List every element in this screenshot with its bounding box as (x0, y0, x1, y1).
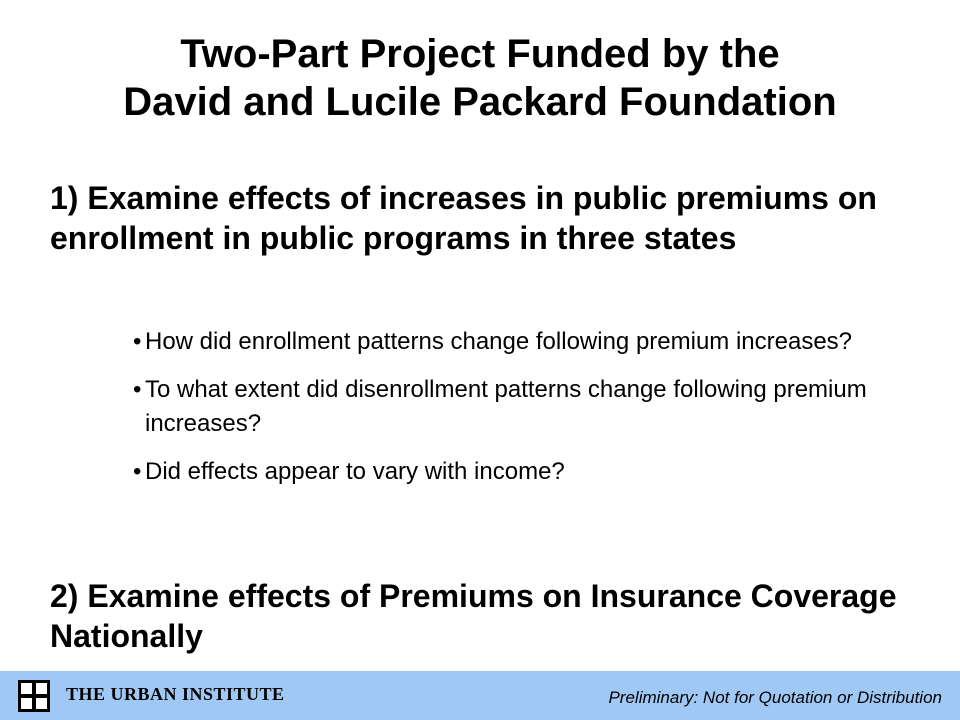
subpoint-item (133, 455, 913, 489)
main-point-1: 1) Examine effects of increases in public premiums on enrollment in public programs in three states (50, 180, 877, 256)
subpoint-text: To what extent did disenrollment patterns change following premium increases? (145, 376, 867, 437)
footer-bar (0, 671, 960, 720)
subpoint-item (133, 325, 913, 359)
subpoint-item (133, 373, 913, 441)
bullet-icon: • (133, 376, 142, 403)
disclaimer-text: Preliminary: Not for Quotation or Distribution (608, 688, 942, 707)
slide-title (0, 30, 960, 126)
bullet-icon: • (133, 458, 142, 485)
subpoint-text: How did enrollment patterns change following premium increases? (145, 328, 853, 355)
bullet-icon: • (133, 328, 142, 355)
slide-title-line-1: Two-Part Project Funded by the (180, 32, 780, 76)
slide-title-line-2: David and Lucile Packard Foundation (123, 80, 837, 124)
org-name: THE URBAN INSTITUTE (66, 684, 285, 704)
subpoint-text: Did effects appear to vary with income? (145, 458, 565, 485)
subpoint-list (133, 325, 913, 503)
urban-institute-logo-icon (18, 680, 50, 712)
main-point-2: 2) Examine effects of Premiums on Insurance Coverage Nationally (50, 578, 897, 654)
